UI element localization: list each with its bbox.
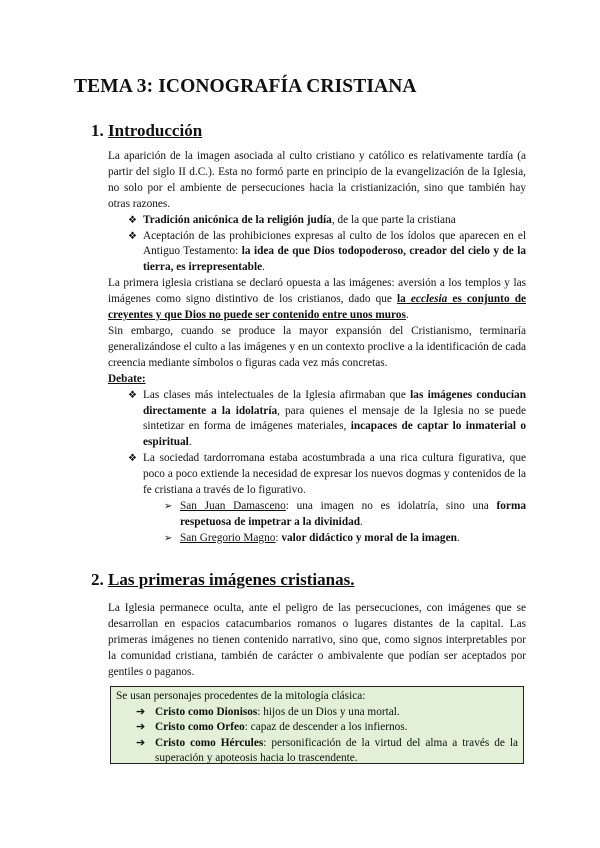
sub-bullet-gregorio bbox=[108, 531, 526, 547]
bullet-aceptacion-end: . bbox=[262, 261, 265, 274]
sub1-end: . bbox=[360, 515, 363, 528]
sub1-bold: forma respetuosa de impetrar a la divinidad bbox=[180, 499, 526, 528]
item3-bold: Cristo como Hércules bbox=[155, 736, 264, 749]
diamond-bullet-icon: ❖ bbox=[128, 453, 137, 465]
bullet-aceptacion-bold: la idea de que Dios todopoderoso, creador del cielo y de la tierra, es irrepresentable bbox=[143, 245, 526, 274]
debate1-end: . bbox=[188, 436, 192, 449]
item3-text: : personificación de la virtud del alma a través de la superación y apoteosis hacia lo trascendente. bbox=[155, 736, 519, 765]
mitologia-callout-box bbox=[110, 686, 524, 764]
box-item-orfeo bbox=[116, 720, 518, 736]
oposicion-text: La primera iglesia cristiana se declaró opuesta a las imágenes: aversión a los templos y las imágenes como signo distintivo de los cristianos, dado que bbox=[108, 277, 526, 306]
iglesia-oculta-paragraph: La Iglesia permanece oculta, ante el peligro de las persecuciones, con imágenes que se desarrollan en espacios catacumbarios romanos o lugares distantes de la capital. Las primeras imágenes no tienen contenido narrativo, sino que, como signos interpretables por la comunidad cristiana, también de carácter o ambivalente que podían ser aceptados por gentiles o paganos. bbox=[108, 602, 526, 678]
diamond-bullet-icon: ❖ bbox=[128, 389, 137, 401]
right-arrow-icon: ➔ bbox=[136, 721, 146, 734]
section-2-title: Las primeras imágenes cristianas. bbox=[108, 570, 355, 589]
diamond-bullet-icon: ❖ bbox=[128, 214, 137, 226]
debate1-mid: , para quienes el mensaje de la Iglesia no se puede sintetizar en forma de imágenes materiales, bbox=[143, 404, 526, 433]
ecclesia-bold-2: es conjunto de creyentes y que Dios no puede ser contenido entre unos muros bbox=[108, 293, 526, 322]
section-1-number: 1. bbox=[91, 121, 104, 140]
ecclesia-italic: ecclesia bbox=[410, 293, 448, 306]
document-title: TEMA 3: ICONOGRAFÍA CRISTIANA bbox=[74, 76, 417, 97]
intro-paragraph: La aparición de la imagen asociada al culto cristiano y católico es relativamente tardía (a partir del siglo II d.C.). Esta no formó parte en principio de la evangelización de la Iglesia, no solo por el ambiente de persecuciones hacia la cristianización, sino que también hay otras razones. bbox=[108, 150, 526, 210]
arrowhead-bullet-icon: ➢ bbox=[164, 532, 173, 544]
item1-bold: Cristo como Dionisos bbox=[155, 705, 258, 718]
section-2-heading bbox=[91, 570, 354, 590]
bullet-tradicion bbox=[108, 213, 526, 229]
oposicion-end: . bbox=[405, 309, 409, 322]
item2-bold: Cristo como Orfeo bbox=[155, 721, 245, 734]
bullet-aceptacion bbox=[108, 229, 526, 277]
section-1-body bbox=[108, 149, 526, 547]
sub1-text: : una imagen no es idolatría, sino una bbox=[285, 499, 497, 512]
debate-bullet-sociedad bbox=[108, 451, 526, 499]
oposicion-paragraph bbox=[108, 276, 526, 324]
box-item-hercules bbox=[116, 736, 518, 767]
item1-text: : hijos de un Dios y una mortal. bbox=[257, 705, 400, 718]
item2-text: : capaz de descender a los infiernos. bbox=[244, 721, 408, 734]
right-arrow-icon: ➔ bbox=[136, 736, 146, 749]
debate1-text: Las clases más intelectuales de la Iglesia afirmaban que bbox=[143, 388, 411, 401]
bullet-aceptacion-text: Aceptación de las prohibiciones expresas al culto de los ídolos que aparecen en el Antiguo Testamento: bbox=[143, 229, 526, 258]
bullet-tradicion-bold: Tradición anicónica de la religión judía bbox=[143, 213, 332, 226]
ecclesia-bold-1: la bbox=[397, 293, 411, 306]
box-intro: Se usan personajes procedentes de la mitología clásica: bbox=[116, 690, 366, 702]
section-1-heading bbox=[91, 121, 202, 141]
section-1-title: Introducción bbox=[108, 121, 203, 140]
sub2-end: . bbox=[456, 531, 460, 544]
debate2-text: La sociedad tardorromana estaba acostumbrada a una rica cultura figurativa, que poco a poco extiende la necesidad de expresar los nuevos dogmas y contenidos de la fe cristiana a través de lo figurativo. bbox=[143, 452, 526, 497]
diamond-bullet-icon: ❖ bbox=[128, 230, 137, 242]
sub2-text: : bbox=[275, 531, 282, 544]
sub-bullet-damasceno bbox=[108, 499, 526, 531]
right-arrow-icon: ➔ bbox=[136, 705, 146, 718]
debate1-bold: las imágenes conducían directamente a la idolatría bbox=[143, 388, 526, 417]
section-2-number: 2. bbox=[91, 570, 104, 589]
arrowhead-bullet-icon: ➢ bbox=[164, 500, 173, 512]
section-2-body bbox=[108, 601, 526, 681]
sub1-name: San Juan Damasceno bbox=[180, 499, 286, 512]
bullet-tradicion-text: , de la que parte la cristiana bbox=[331, 213, 456, 226]
debate-bullet-intelectuales bbox=[108, 388, 526, 452]
box-item-dionisos bbox=[116, 705, 518, 721]
debate1-bold2: incapaces de captar lo inmaterial o espiritual bbox=[143, 420, 527, 449]
debate-label: Debate: bbox=[108, 372, 146, 385]
sub2-bold: valor didáctico y moral de la imagen bbox=[281, 531, 457, 544]
sub2-name: San Gregorio Magno bbox=[180, 531, 276, 544]
expansion-paragraph: Sin embargo, cuando se produce la mayor expansión del Cristianismo, terminaría generalizándose el culto a las imágenes y en un contexto proclive a la identificación de cada creencia mediante símbolos o figuras cada vez más concretas. bbox=[108, 324, 526, 369]
